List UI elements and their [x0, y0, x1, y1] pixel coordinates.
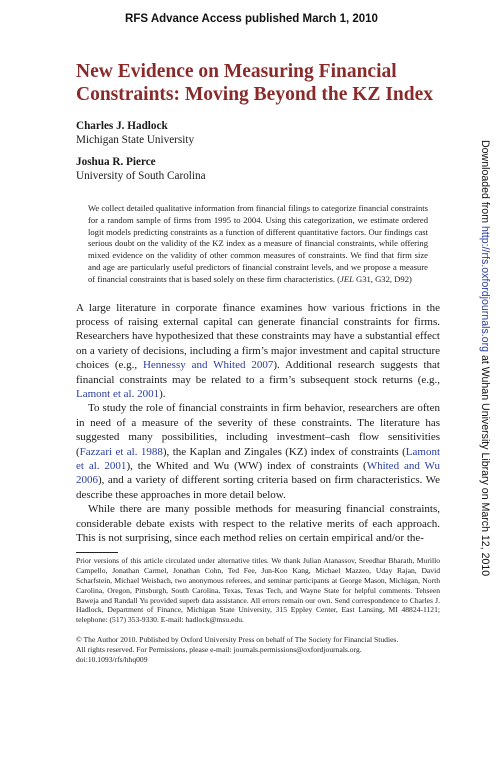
abstract-text: We collect detailed qualitative information from financial filings to categorize financial constraints for a random sample of firms from 1995 to 2004. Using this categorization, we estimate ordered logit models predicting constraints as a function of different quantitative factors. Our findings cast serious doubt on the validity of the KZ index as a measure of financial constraints, while offering mixed evidence on the validity of other common measures of constraints. We find that firm size and age are particularly useful predictors of financial constraint levels, and we propose a measure of financial constraints that is based solely on these firm characteristics. (	[88, 203, 428, 284]
download-notice	[479, 140, 491, 576]
copyright-notice	[76, 635, 440, 664]
author-name: Charles J. Hadlock	[76, 120, 168, 132]
text-run: ), the Whited and Wu (WW) index of constraints (	[126, 460, 367, 473]
citation-link[interactable]: Hennessy and Whited 2007	[142, 359, 274, 372]
text-run: ). Additional research suggests that financial constraints may be related to a firm’s subsequent stock returns (e.g.,	[76, 359, 440, 386]
doi: doi:10.1093/rfs/hhq009	[76, 654, 148, 664]
copyright-symbol: ©	[76, 635, 82, 645]
paper-page	[76, 60, 440, 664]
paragraph-3: While there are many possible methods for measuring financial constraints, considerable debate exists with respect to the relative merits of each approach. This is not surprising, since each method relies on certain empirical and/or the-	[76, 503, 440, 545]
author-1	[76, 119, 440, 147]
download-sidebar	[479, 140, 493, 660]
footnote-rule	[76, 552, 118, 553]
body-text	[76, 301, 440, 546]
jel-label: JEL	[340, 273, 354, 284]
citation-link[interactable]: Lamont et al. 2001	[76, 445, 440, 473]
text-run: To study the role of financial constraints in firm behavior, researchers are often in need of a measure of the severity of these constraints. The literature has suggested many possibilities, including investment–cash flow sensitivities (	[76, 402, 440, 458]
copyright-line-1	[76, 635, 440, 645]
paragraph-1	[76, 301, 440, 402]
copyright-line-2: All rights reserved. For Permissions, please e-mail: journals.permissions@oxfordjournals.org.	[76, 644, 362, 654]
download-prefix: Downloaded from	[479, 140, 491, 226]
jel-codes: G31, G32, D92)	[353, 273, 412, 284]
text-run: A large literature in corporate finance examines how various frictions in the process of raising external capital can generate financial constraints for firms. Researchers have hypothesized that these constraints may have a substantial effect on a variety of decisions, including a firm’s major investment and capital structure choices (e.g.,	[76, 301, 440, 372]
abstract	[88, 203, 428, 286]
citation-link[interactable]: Fazzari et al. 1988	[79, 445, 163, 458]
paper-title: New Evidence on Measuring Financial Constraints: Moving Beyond the KZ Index	[76, 61, 433, 105]
author-affiliation: Michigan State University	[76, 134, 195, 146]
author-2	[76, 155, 440, 183]
copyright-text: The Author 2010. Published by Oxford University Press on behalf of The Society for Financial Studies.	[81, 635, 399, 645]
text-run: ), the Kaplan and Zingales (KZ) index of constraints (	[162, 445, 406, 458]
author-affiliation: University of South Carolina	[76, 170, 206, 182]
acknowledgement-footnote: Prior versions of this article circulated under alternative titles. We thank Julian Atanassov, Sreedhar Bharath, Murillo Campello, Jonathan Carmel, Jonathan Cohn, Ted Fee, Jun-Koo Kang, Michael Mazzeo, Uday Rajan, David Scharfstein, Michael Weisbach, two anonymous referees, and seminar participants at George Mason, Michigan, North Carolina, Oregon, Pittsburgh, South Carolina, Texas, Texas Tech, and Wayne State for helpful comments. Tehseen Baweja and Randall Yu provided superb data assistance. All errors remain our own. Send correspondence to Charles J. Hadlock, Department of Finance, Michigan State University, 315 Eppley Center, East Lansing, MI 48824-1121; telephone: (517) 353-9330. E-mail: hadlock@msu.edu.	[76, 556, 440, 625]
journal-link[interactable]: http://rfs.oxfordjournals.org	[479, 225, 491, 352]
text-run: ), and a variety of different sorting criteria based on firm characteristics. We describe these approaches in more detail below.	[76, 474, 440, 501]
advance-access-banner: RFS Advance Access published March 1, 2010	[125, 13, 378, 25]
download-suffix: at Wuhan University Library on March 12, 2010	[479, 352, 491, 577]
text-run: ).	[159, 388, 166, 401]
author-name: Joshua R. Pierce	[76, 156, 156, 168]
citation-link[interactable]: Whited and Wu 2006	[76, 460, 440, 487]
paragraph-2	[76, 401, 440, 502]
citation-link[interactable]: Lamont et al. 2001	[76, 388, 160, 401]
